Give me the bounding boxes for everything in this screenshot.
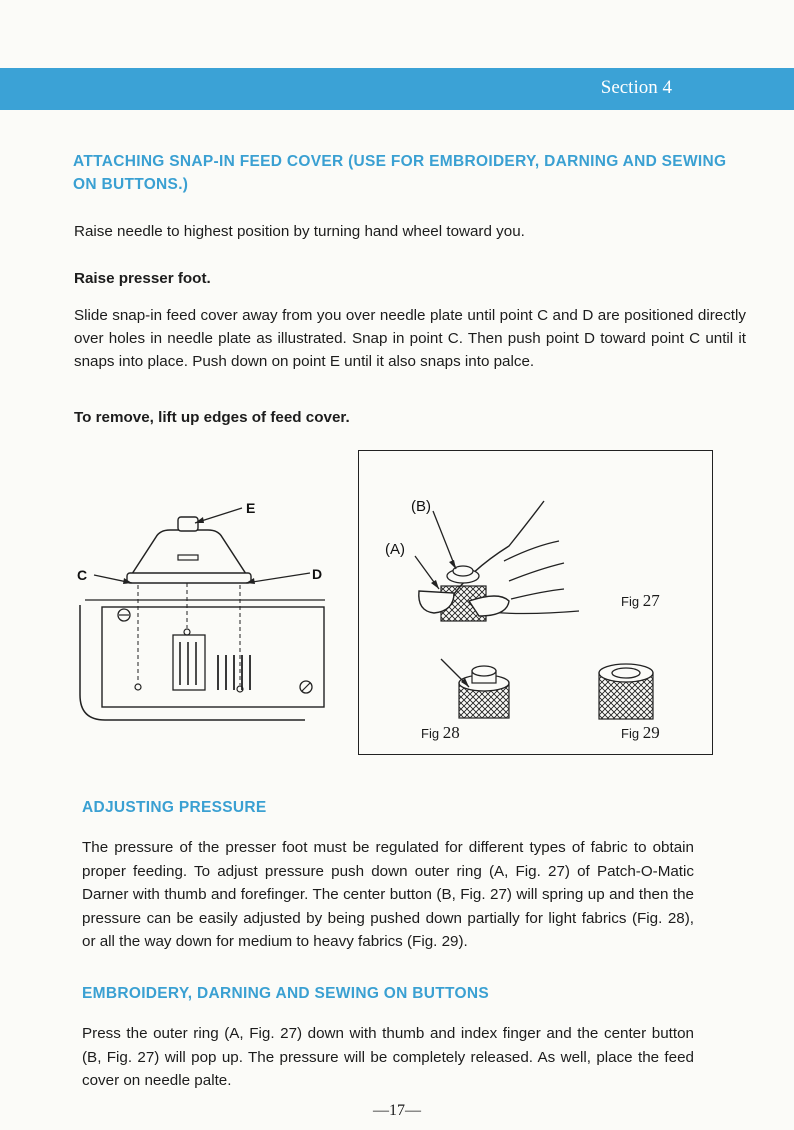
section-label: Section 4 [600, 77, 672, 98]
label-d: D [312, 566, 323, 582]
machine-bed-outline [80, 605, 305, 720]
fig29-caption: Fig 29 [621, 723, 660, 742]
label-c: C [77, 567, 88, 583]
feed-cover [130, 530, 248, 577]
label-b: (B) [411, 498, 431, 515]
snap-in-heading: ATTACHING SNAP-IN FEED COVER (USE FOR EMBROIDERY, DARNING AND SEWING ON BUTTONS.) [73, 153, 727, 193]
pressure-heading: ADJUSTING PRESSURE [82, 799, 267, 816]
fig27-caption: Fig 27 [621, 591, 660, 610]
label-a: (A) [385, 541, 405, 558]
page-number: —17— [373, 1102, 421, 1119]
step-raise-needle: Raise needle to highest position by turning hand wheel toward you. [74, 223, 525, 240]
pressure-body: The pressure of the presser foot must be regulated for different types of fabric to obtain proper feeding. To adjust pressure push down outer ring (A, Fig. 27) of Patch-O-Matic Darner with thumb and forefinger. The center button (B, Fig. 27) will spring up and then the pressure can be easily adjusted by being pushed down partially for light fabrics (Fig. 28), or all the way down for medium to heavy fabrics (Fig. 29). [82, 839, 694, 950]
section-band [0, 68, 794, 110]
label-e: E [246, 500, 256, 516]
embroidery-body: Press the outer ring (A, Fig. 27) down with thumb and index finger and the center button (B, Fig. 27) will pop up. The pressure will be completely released. As well, place the feed cover on needle palte. [82, 1025, 694, 1089]
feed-dogs [173, 635, 205, 690]
step-slide-cover: Slide snap-in feed cover away from you over needle plate until point C and D are positioned directly over holes in needle plate as illustrated. Snap in point C. Then push point D toward point C until it snaps into place. Push down on point E until it also snaps into palce. [74, 307, 746, 370]
step-raise-presser-foot: Raise presser foot. [74, 270, 211, 287]
step-remove-cover: To remove, lift up edges of feed cover. [74, 409, 350, 426]
feed-cover-diagram [70, 495, 340, 730]
embroidery-heading: EMBROIDERY, DARNING AND SEWING ON BUTTONS [82, 985, 489, 1002]
needle-plate [102, 607, 324, 707]
figure-box [358, 450, 713, 755]
fig28-caption: Fig 28 [421, 723, 460, 742]
